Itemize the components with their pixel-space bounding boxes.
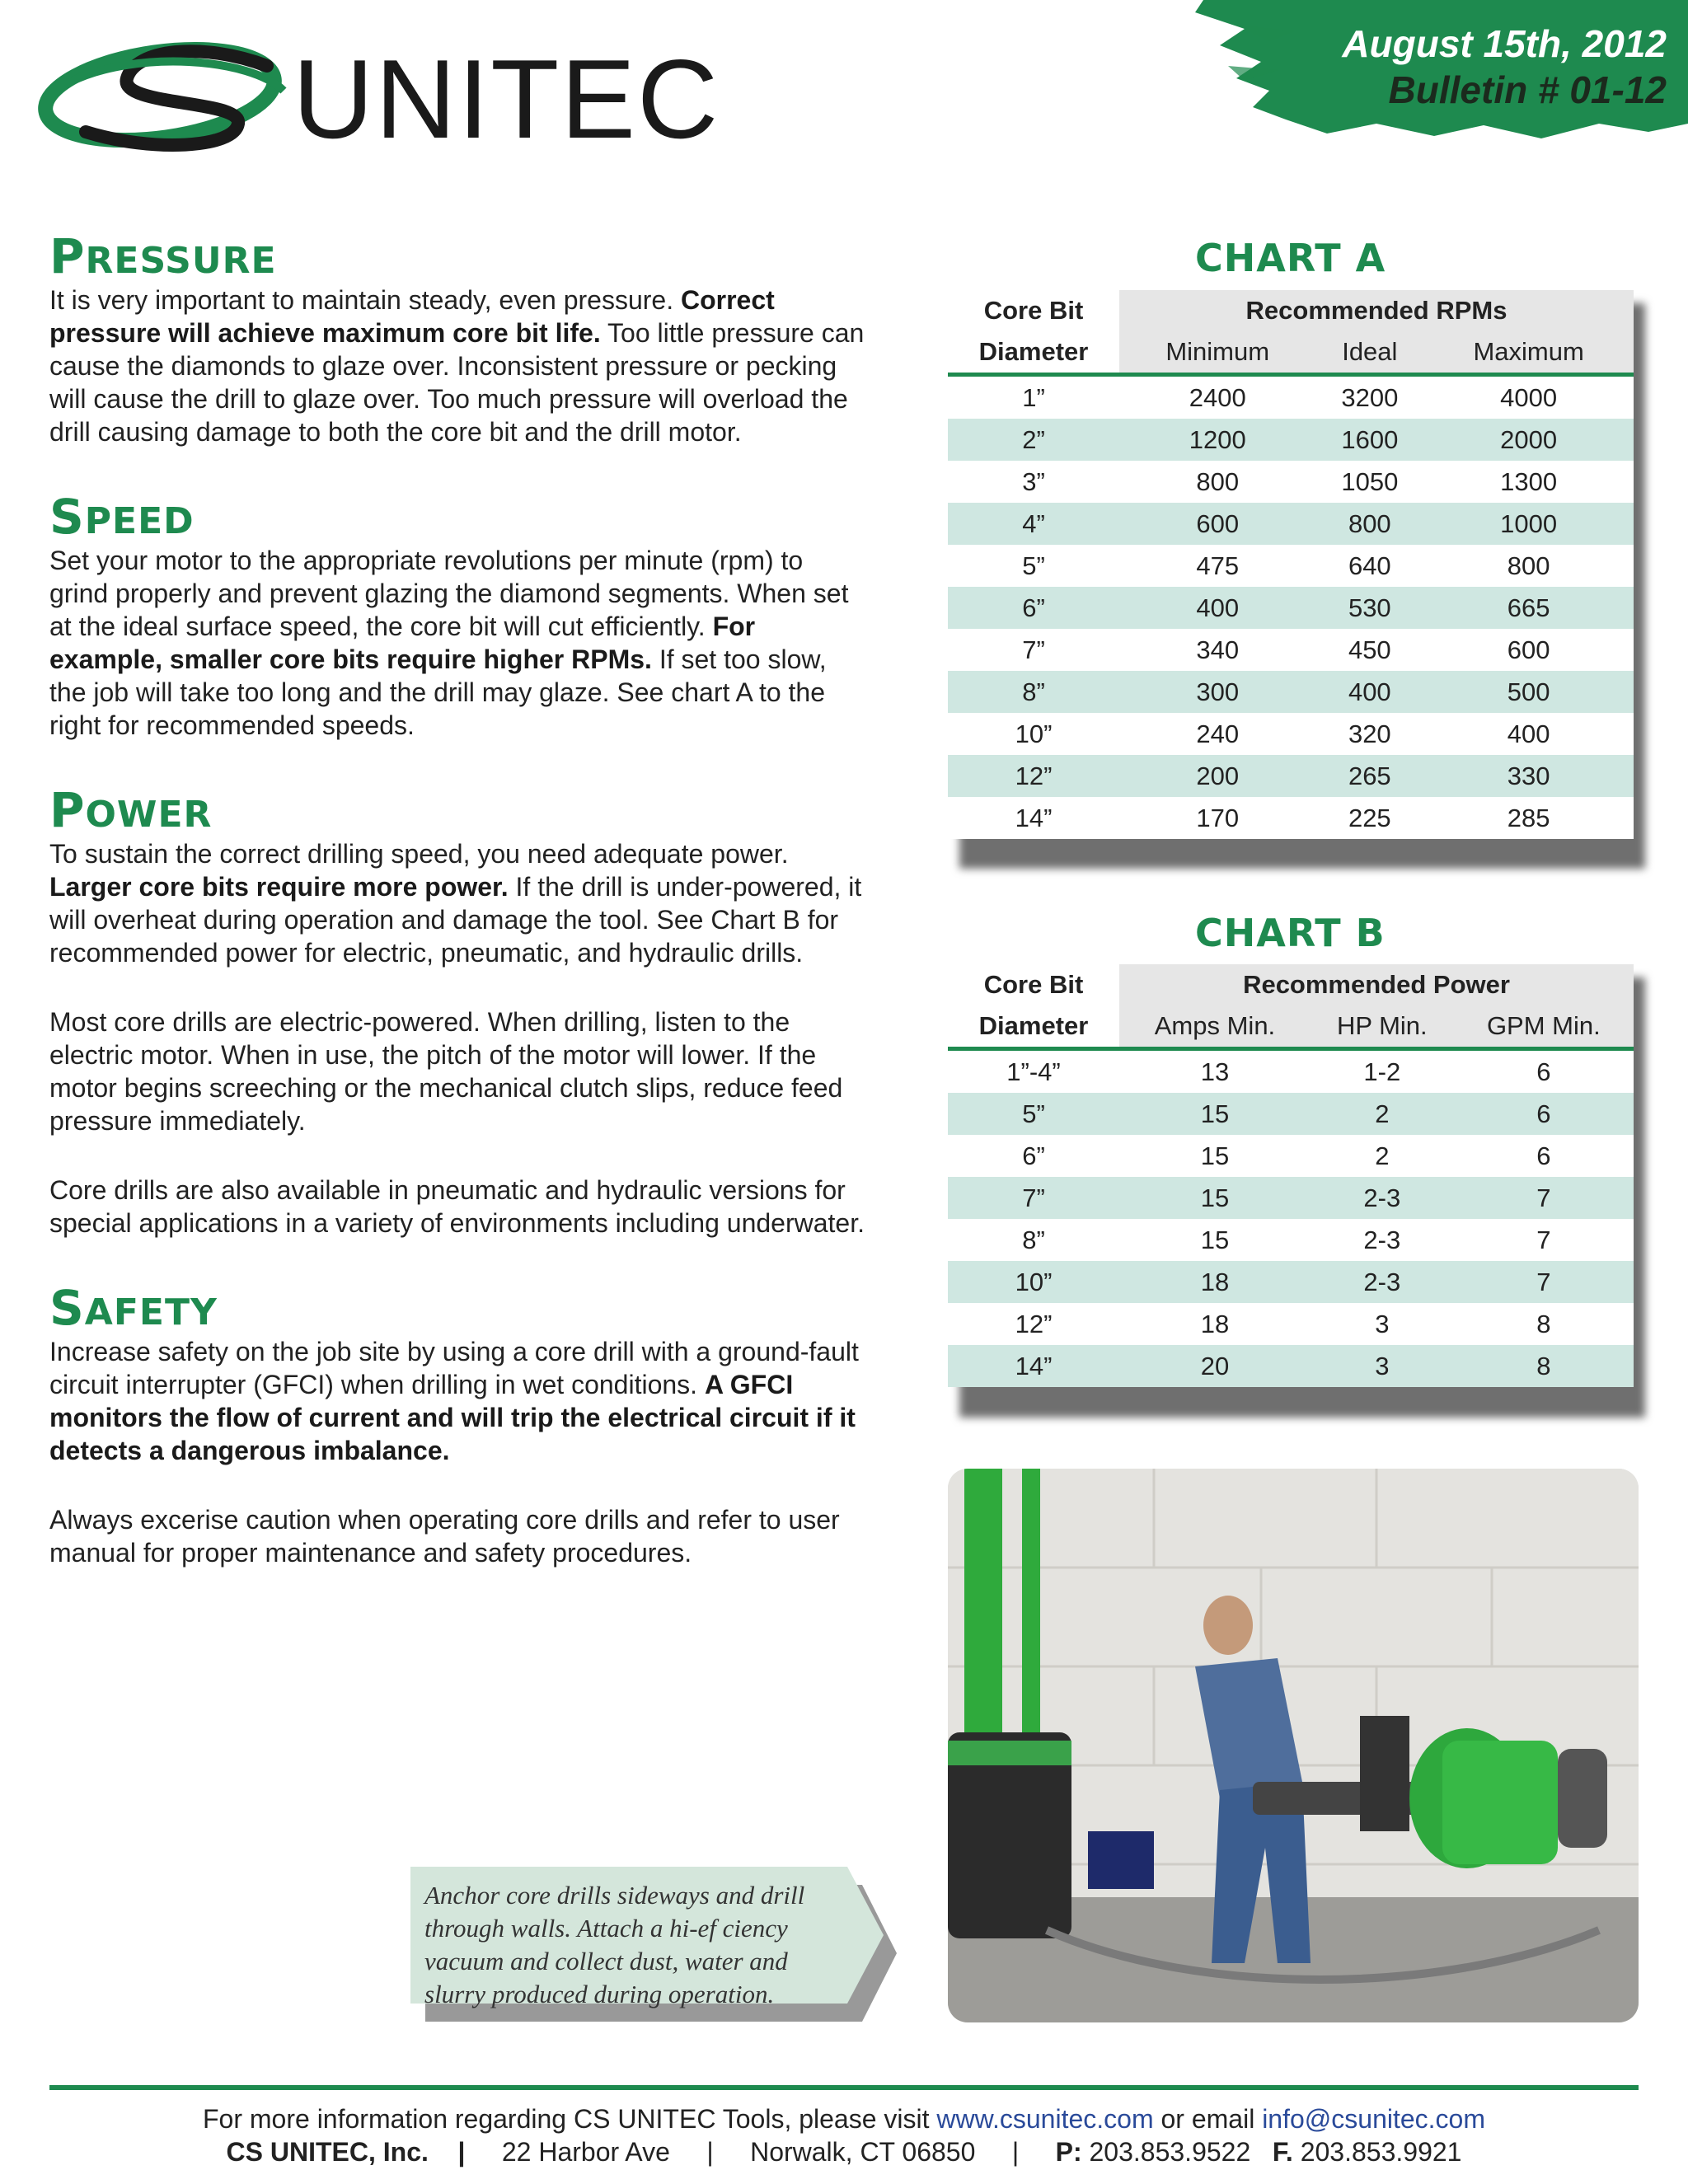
chart-b-row [948,1345,1634,1387]
chart-a-cell: 2400 [1189,382,1246,412]
footer-divider [49,2085,1639,2090]
chart-b-cell: 6 [1536,1141,1551,1170]
chart-b-cell: 12” [1015,1309,1053,1338]
chart-b-cell: 1”-4” [1006,1057,1061,1086]
chart-a-cell: 1000 [1423,503,1634,545]
chart-b-cell: 7 [1454,1261,1634,1303]
chart-a-col-header: Minimum [1119,331,1315,375]
chart-a [948,290,1634,839]
power-paragraph-2: Most core drills are electric-powered. When drilling, listen to the electric motor. When in use, the pitch of the motor will lower. If the motor begins screeching or the mechanical clutch slips, reduce feed pressure immediately. [49,1007,843,1136]
chart-b-cell: 8 [1454,1345,1634,1387]
chart-b-col0-top: Core Bit [983,970,1084,999]
chart-b-cell: 15 [1119,1177,1311,1219]
core-drill-photo [948,1469,1639,2022]
chart-a-row [948,755,1634,797]
chart-b-cell: 18 [1119,1261,1311,1303]
chart-a-cell: 600 [1507,635,1550,664]
chart-b-title: CHART B [1195,911,1386,955]
chart-a-row [948,461,1634,503]
chart-a-cell: 6” [948,587,1119,629]
chart-a-cell: 10” [1015,719,1053,748]
fax-number: 203.853.9921 [1300,2137,1462,2167]
chart-b-cell: 15 [1119,1093,1311,1135]
chart-a-cell: 300 [1119,671,1315,713]
chart-a-col-header: Ideal [1315,331,1423,375]
power-paragraph-1: To sustain the correct drilling speed, you need adequate power. Larger core bits require more power. If the drill is under-powered, it will overheat during operation and damage the tool. See Chart B for recommended power for electric, pneumatic, and hydraulic drills. [49,839,862,968]
chart-a-cell: 4000 [1500,382,1558,412]
chart-a-cell: 400 [1315,671,1423,713]
chart-a-cell: 240 [1196,719,1240,748]
chart-b-col-header: Amps Min. [1119,1005,1311,1049]
chart-a-cell: 1” [1022,382,1045,412]
chart-a-cell: 450 [1348,635,1391,664]
power-paragraph-3: Core drills are also available in pneumatic and hydraulic versions for special applications in a variety of environments including underwater. [49,1175,865,1238]
chart-b-cell: 3 [1311,1345,1454,1387]
city-address: Norwalk, CT 06850 [750,2137,976,2167]
chart-a-col-header: Maximum [1423,331,1634,375]
chart-b-cell: 7 [1454,1177,1634,1219]
chart-a-cell: 500 [1423,671,1634,713]
bulletin-date: August 15th, 2012 [1342,22,1667,65]
chart-a-cell: 14” [1015,803,1053,832]
chart-a-col0-bottom: Diameter [948,331,1119,375]
chart-a-cell: 800 [1507,551,1550,580]
chart-a-cell: 5” [1022,551,1045,580]
safety-heading: SAFETY [49,1280,218,1336]
chart-a-cell: 2000 [1423,419,1634,461]
chart-a-row [948,419,1634,461]
chart-b-row [948,1135,1634,1177]
chart-b-cell: 6 [1454,1093,1634,1135]
chart-a-cell: 285 [1507,803,1550,832]
chart-a-cell: 1050 [1341,466,1399,496]
website-link[interactable]: www.csunitec.com [936,2104,1154,2134]
chart-a-cell: 225 [1348,803,1391,832]
chart-a-cell: 3” [1022,466,1045,496]
chart-a-group-header: Recommended RPMs [1119,290,1634,331]
chart-a-row [948,503,1634,545]
phone-number: 203.853.9522 [1089,2137,1251,2167]
chart-a-row [948,587,1634,629]
pressure-heading: PRESSURE [49,228,277,284]
chart-b-cell: 1-2 [1363,1057,1401,1086]
chart-a-cell: 640 [1348,551,1391,580]
pressure-paragraph: It is very important to maintain steady, even pressure. Correct pressure will achieve maximum core bit life. Too little pressure can cause the diamonds to glaze over. Inconsistent pressure or pecking will cause the drill to glaze over. Too much pressure will overload the drill causing damage to both the core bit and the drill motor. [49,285,865,447]
bulletin-number: Bulletin # 01-12 [1388,68,1667,111]
chart-a-cell: 400 [1119,587,1315,629]
chart-a-cell: 3200 [1341,382,1399,412]
chart-a-cell: 1600 [1315,419,1423,461]
chart-a-row [948,797,1634,839]
chart-b-cell: 15 [1200,1141,1230,1170]
street-address: 22 Harbor Ave [501,2137,670,2167]
chart-b [948,964,1634,1387]
chart-b-cell: 2-3 [1311,1261,1454,1303]
photo-illustration [948,1469,1639,2022]
chart-b-cell: 14” [948,1345,1119,1387]
chart-a-cell: 1300 [1500,466,1558,496]
chart-b-cell: 7 [1536,1225,1551,1254]
email-link[interactable]: info@csunitec.com [1262,2104,1485,2134]
chart-a-cell: 475 [1196,551,1240,580]
power-heading: POWER [49,782,213,838]
chart-b-cell: 18 [1200,1309,1230,1338]
chart-b-cell: 8” [1022,1225,1045,1254]
chart-b-row [948,1049,1634,1094]
chart-b-cell: 6 [1536,1057,1551,1086]
chart-b-group-header: Recommended Power [1119,964,1634,1005]
chart-a-table [948,290,1634,839]
chart-b-cell: 15 [1200,1225,1230,1254]
company-name: CS UNITEC, Inc. [226,2137,429,2167]
footer-address-line: CS UNITEC, Inc. | 22 Harbor Ave | Norwalk, CT 06850 | P: 203.853.9522 F. 203.853.9921 [226,2137,1462,2167]
chart-b-cell: 2-3 [1363,1225,1401,1254]
chart-a-cell: 1200 [1119,419,1315,461]
chart-b-cell: 2 [1311,1093,1454,1135]
chart-a-cell: 330 [1423,755,1634,797]
speed-heading: SPEED [49,489,195,545]
chart-b-row [948,1093,1634,1135]
chart-b-cell: 3 [1375,1309,1390,1338]
chart-b-cell: 8 [1536,1309,1551,1338]
chart-b-row [948,1219,1634,1261]
photo-caption: Anchor core drills sideways and drill through walls. Attach a hi-ef ciency vacuum and collect dust, water and slurry produced during operation. [424,1881,805,2008]
safety-paragraph-1: Increase safety on the job site by using a core drill with a ground-fault circuit interrupter (GFCI) when drilling in wet conditions. A GFCI monitors the flow of current and will trip the electrical circuit if it detects a dangerous imbalance. [49,1337,859,1465]
chart-a-cell: 7” [1022,635,1045,664]
chart-a-cell: 320 [1348,719,1391,748]
chart-a-row [948,671,1634,713]
chart-b-col0-bottom: Diameter [948,1005,1119,1049]
chart-a-cell: 800 [1315,503,1423,545]
chart-a-cell: 12” [948,755,1119,797]
chart-a-cell: 800 [1196,466,1240,496]
chart-a-cell: 4” [948,503,1119,545]
article-body [49,228,865,1569]
chart-a-cell: 600 [1119,503,1315,545]
chart-a-row [948,375,1634,419]
chart-a-cell: 530 [1315,587,1423,629]
chart-a-row [948,629,1634,671]
footer-contact-line: For more information regarding CS UNITEC Tools, please visit www.csunitec.com or email info@csunitec.com [203,2104,1485,2134]
chart-a-title: CHART A [1195,236,1386,280]
chart-a-cell: 400 [1507,719,1550,748]
chart-b-cell: 13 [1200,1057,1230,1086]
chart-b-row [948,1303,1634,1345]
safety-paragraph-2: Always excerise caution when operating core drills and refer to user manual for proper maintenance and safety procedures. [49,1505,840,1568]
chart-a-row [948,545,1634,587]
chart-b-table [948,964,1634,1387]
chart-b-cell: 20 [1119,1345,1311,1387]
chart-b-cell: 10” [948,1261,1119,1303]
speed-paragraph: Set your motor to the appropriate revolutions per minute (rpm) to grind properly and prevent glazing the diamond segments. When set at the ideal surface speed, the core bit will cut efficiently. For example, smaller core bits require higher RPMs. If set too slow, the job will take too long and the drill may glaze. See chart A to the right for recommended speeds. [49,546,849,740]
chart-a-cell: 265 [1315,755,1423,797]
chart-b-cell: 7” [948,1177,1119,1219]
chart-b-cell: 2 [1375,1141,1390,1170]
chart-a-cell: 340 [1196,635,1240,664]
chart-b-row [948,1177,1634,1219]
chart-a-cell: 665 [1423,587,1634,629]
chart-b-cell: 5” [948,1093,1119,1135]
chart-a-cell: 8” [948,671,1119,713]
chart-a-cell: 2” [948,419,1119,461]
chart-a-cell: 200 [1119,755,1315,797]
chart-b-cell: 2-3 [1311,1177,1454,1219]
logo-wordmark: UNITEC [293,36,720,162]
chart-a-row [948,713,1634,755]
chart-b-cell: 6” [1022,1141,1045,1170]
chart-a-col0-top: Core Bit [983,296,1084,325]
chart-a-cell: 170 [1196,803,1240,832]
chart-b-row [948,1261,1634,1303]
chart-b-col-header: GPM Min. [1454,1005,1634,1049]
chart-b-col-header: HP Min. [1311,1005,1454,1049]
